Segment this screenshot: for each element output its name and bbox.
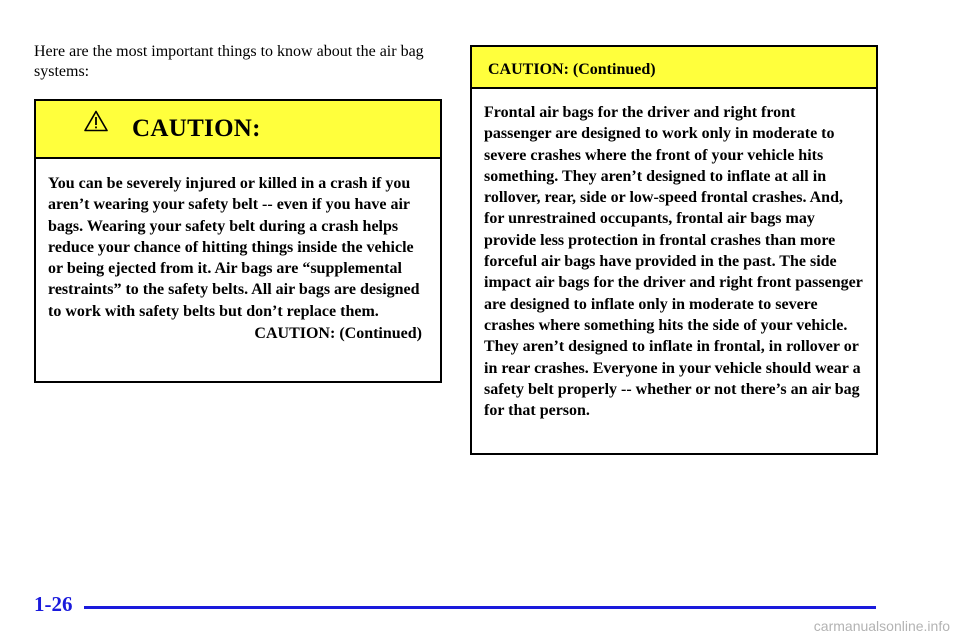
- intro-paragraph: Here are the most important things to know about the air bag systems:: [34, 43, 424, 80]
- caution-continued-header: [472, 47, 876, 89]
- caution-box-right: [470, 45, 878, 455]
- caution-title: CAUTION:: [132, 115, 261, 142]
- footer-rule: [84, 606, 876, 609]
- caution-box-left: [34, 99, 442, 383]
- caution-body: You can be severely injured or killed in a crash if you aren’t wearing your safety belt -- even if you have air bags. Wearing your safety belt during a crash helps reduce your chance of hitting things inside the vehicle or being ejected from it. Air bags are “supplemental restraints” to the safety belts. All air bags are designed to work with safety belts but don’t replace them.: [48, 175, 420, 320]
- page-number: 1-26: [34, 592, 73, 616]
- caution-continued-note: CAUTION: (Continued): [254, 325, 422, 343]
- caution-continued-title: CAUTION: (Continued): [488, 61, 656, 78]
- caution-continued-body: Frontal air bags for the driver and right front passenger are designed to work only in moderate to severe crashes where the front of your vehicle hits something. They aren’t designed to inflate at all in rollover, rear, side or low-speed frontal crashes. And, for unrestrained occupants, frontal air bags may provide less protection in frontal crashes than more forceful air bags have provided in the past. The side impact air bags for the driver and right front passenger are designed to inflate only in moderate to severe crashes where something hits the side of your vehicle. They aren’t designed to inflate in frontal, in rollover or in rear crashes. Everyone in your vehicle should wear a safety belt properly -- whether or not there’s an air bag for that person.: [484, 104, 863, 420]
- warning-triangle-icon: [84, 110, 108, 132]
- caution-header: [36, 101, 440, 159]
- watermark: carmanualsonline.info: [813, 618, 950, 634]
